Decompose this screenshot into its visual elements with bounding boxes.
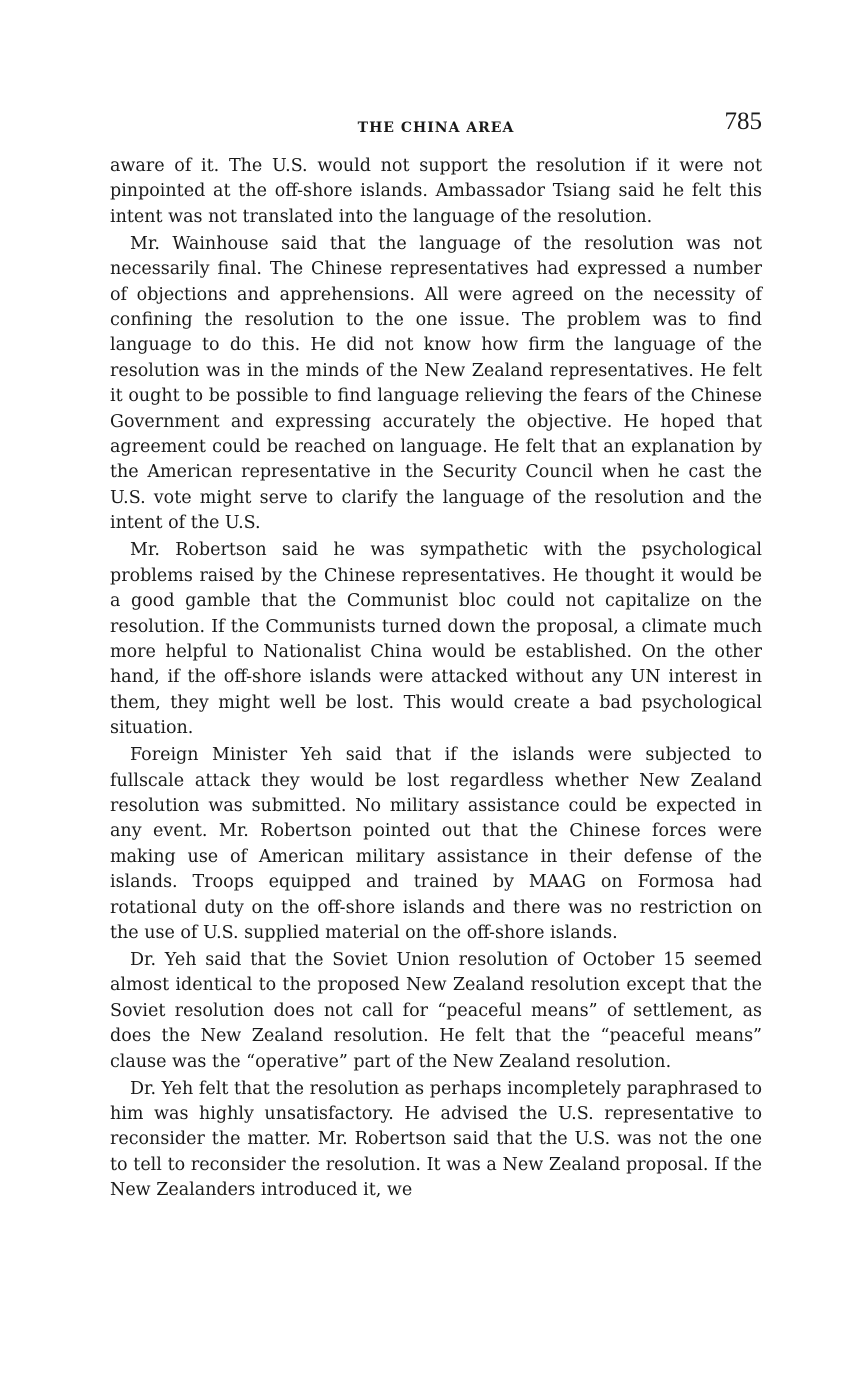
paragraph-yeh-soviet: Dr. Yeh said that the Soviet Union resolution of October 15 seemed almost identical to the proposed New Zealand resolution except that the Soviet resolution does not call for “peaceful means” of settlement, as does the New Zealand resolution. He felt that the “peaceful means” clause was the “operative” part of the New Zealand resolution. bbox=[110, 949, 762, 1072]
body-text bbox=[110, 154, 762, 1205]
paragraph-wainhouse: Mr. Wainhouse said that the language of the resolution was not necessarily final. The Chinese representatives had expressed a number of objections and apprehensions. All were agreed on the necessity of confining the resolution to the one issue. The problem was to find language to do this. He did not know how firm the language of the resolution was in the minds of the New Zealand representatives. He felt it ought to be possible to find language relieving the fears of the Chinese Government and expressing accurately the objective. He hoped that agreement could be reached on language. He felt that an explanation by the American representative in the Security Council when he cast the U.S. vote might serve to clarify the language of the resolution and the intent of the U.S. bbox=[110, 233, 762, 534]
page-number: 785 bbox=[724, 108, 762, 135]
running-head bbox=[110, 108, 762, 144]
paragraph-robertson: Mr. Robertson said he was sympathetic with the psychological problems raised by the Chinese representatives. He thought it would be a good gamble that the Communist bloc could not capitalize on the resolution. If the Communists turned down the proposal, a climate much more helpful to Nationalist China would be established. On the other hand, if the off-shore islands were attacked without any UN interest in them, they might well be lost. This would create a bad psychological situation. bbox=[110, 540, 762, 739]
paragraph-yeh-attack: Foreign Minister Yeh said that if the islands were subjected to fullscale attack they would be lost regardless whether New Zealand resolution was submitted. No military assistance could be expected in any event. Mr. Robertson pointed out that the Chinese forces were making use of American military assistance in their defense of the islands. Troops equipped and trained by MAAG on Formosa had rotational duty on the off-shore islands and there was no restriction on the use of U.S. supplied material on the off-shore islands. bbox=[110, 745, 762, 943]
paragraph-continued: aware of it. The U.S. would not support the resolution if it were not pinpointed at the off-shore islands. Ambassador Tsiang said he felt this intent was not translated into the language of the resolution. bbox=[110, 156, 762, 227]
paragraph-yeh-unsatisfactory: Dr. Yeh felt that the resolution as perhaps incompletely paraphrased to him was highly unsatisfactory. He advised the U.S. representative to reconsider the matter. Mr. Robertson said that the U.S. was not the one to tell to reconsider the resolution. It was a New Zealand proposal. If the New Zealanders introduced it, we bbox=[110, 1078, 762, 1201]
running-title: THE CHINA AREA bbox=[357, 120, 515, 136]
